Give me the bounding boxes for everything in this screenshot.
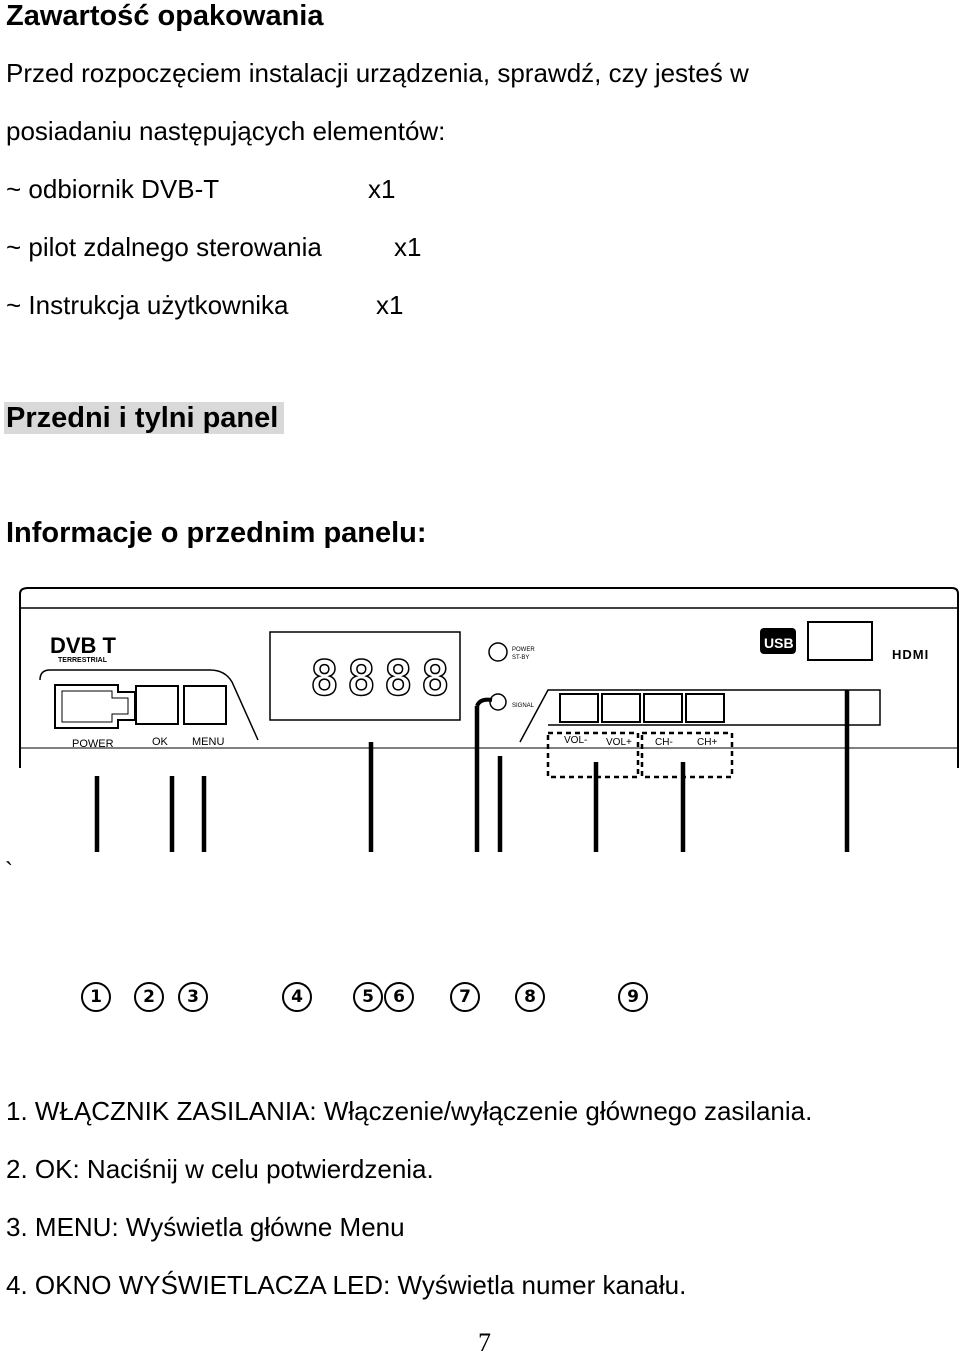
vol-plus-label: VOL+	[606, 737, 632, 748]
callout-number: 6	[384, 982, 414, 1012]
vol-minus-label: VOL-	[564, 735, 588, 746]
menu-label: MENU	[192, 736, 225, 748]
callout-number: 2	[134, 982, 164, 1012]
description-line: 2. OK: Naciśnij w celu potwierdzenia.	[6, 1154, 434, 1184]
hdmi-logo: HDMI	[892, 647, 930, 662]
description-line: 1. WŁĄCZNIK ZASILANIA: Włączenie/wyłączenie głównego zasilania.	[6, 1096, 813, 1126]
ok-button	[136, 686, 178, 724]
front-panel-diagram	[0, 580, 960, 860]
callout-number: 4	[282, 982, 312, 1012]
menu-button	[184, 686, 226, 724]
ch-minus-button	[644, 694, 682, 722]
callout-number: 9	[618, 982, 648, 1012]
contents-qty: x1	[394, 232, 422, 262]
ch-plus-label: CH+	[697, 737, 718, 748]
contents-item: ~ pilot zdalnego sterowania	[6, 232, 322, 262]
stray-mark: `	[5, 858, 13, 885]
callout-number: 5	[353, 982, 383, 1012]
description-line: 3. MENU: Wyświetla główne Menu	[6, 1212, 405, 1242]
contents-item: ~ odbiornik DVB-T	[6, 174, 220, 204]
ch-plus-button	[686, 694, 724, 722]
ok-label: OK	[152, 736, 168, 748]
power-led-label: POWER	[512, 647, 535, 653]
contents-item: ~ Instrukcja użytkownika	[6, 290, 289, 320]
led-digits: 8888	[310, 651, 458, 707]
vol-minus-button	[560, 694, 598, 722]
dvbt-logo	[50, 633, 117, 664]
page-number: 7	[478, 1328, 491, 1357]
panel-title: Przedni i tylni panel	[4, 402, 284, 434]
vol-plus-button	[602, 694, 640, 722]
callout-lines	[97, 690, 847, 852]
contents-qty: x1	[376, 290, 404, 320]
logo-main-text: DVB T	[50, 633, 116, 658]
front-info-title: Informacje o przednim panelu:	[6, 517, 427, 549]
callout-number: 7	[450, 982, 480, 1012]
power-label: POWER	[72, 738, 114, 750]
description-line: 4. OKNO WYŚWIETLACZA LED: Wyświetla numer kanału.	[6, 1270, 687, 1300]
ch-minus-label: CH-	[655, 737, 673, 748]
intro-line-1: Przed rozpoczęciem instalacji urządzenia, sprawdź, czy jesteś w	[6, 58, 749, 88]
callout-number: 1	[81, 982, 111, 1012]
signal-led-icon	[490, 694, 506, 710]
intro-line-2: posiadaniu następujących elementów:	[6, 116, 446, 146]
callout-number: 3	[178, 982, 208, 1012]
section-title: Zawartość opakowania	[6, 0, 324, 32]
contents-qty: x1	[368, 174, 396, 204]
power-led-sub: ST-BY	[512, 655, 530, 661]
usb-text: USB	[764, 635, 794, 651]
logo-sub-text: TERRESTRIAL	[58, 657, 107, 664]
ir-window	[808, 622, 872, 660]
power-led-icon	[489, 643, 507, 661]
callout-number: 8	[515, 982, 545, 1012]
signal-led-label: SIGNAL	[512, 703, 535, 709]
usb-logo	[760, 628, 796, 654]
